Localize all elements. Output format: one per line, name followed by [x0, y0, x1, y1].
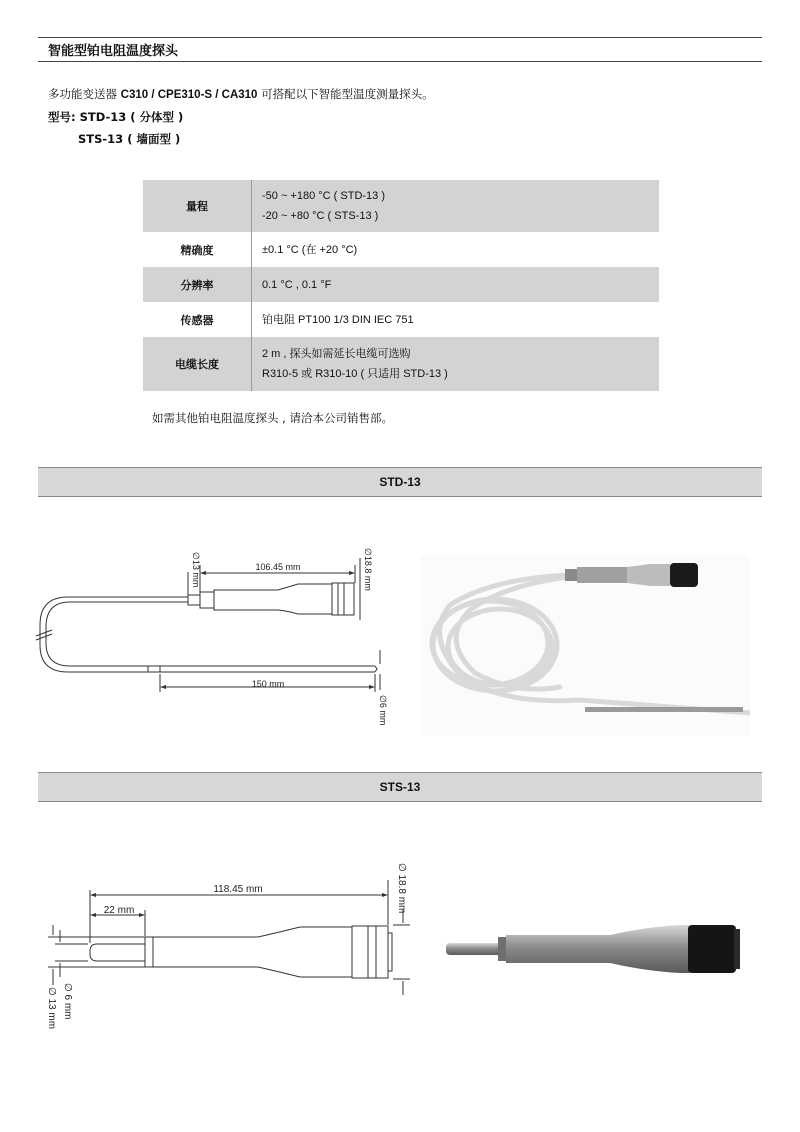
intro-suffix: 可搭配以下智能型温度测量探头。	[257, 87, 434, 101]
section-header-sts13: STS-13	[38, 772, 762, 802]
spec-line: -50 ~ +180 °C ( STD-13 )	[262, 190, 386, 202]
spec-line: 0.1 °C , 0.1 °F	[262, 278, 332, 291]
model-label: 型号: STD-13 ( 分体型 )	[48, 110, 184, 124]
spec-line: 2 m , 探头如需延长电缆可选购	[262, 348, 411, 360]
sts13-length-label: 118.45 mm	[213, 884, 263, 895]
spec-value	[252, 267, 660, 302]
page-title: 智能型铂电阻温度探头	[48, 44, 179, 59]
std13-dimension-drawing	[0, 540, 400, 740]
std13-d13-label: ∅13 mm	[191, 552, 201, 588]
std13-probe-length-label: 150 mm	[251, 679, 285, 689]
spec-line: ±0.1 °C (在 +20 °C)	[262, 243, 358, 256]
sts13-d6-label: ∅ 6 mm	[62, 983, 73, 1020]
model-second: STS-13 ( 墙面型 )	[78, 132, 181, 146]
spec-row-accuracy	[143, 232, 659, 267]
spec-row-range	[143, 180, 659, 232]
header-top-rule	[38, 37, 762, 38]
spec-key: 精确度	[143, 232, 252, 267]
sts13-d13-label: ∅ 13 mm	[46, 987, 57, 1030]
spec-row-cable	[143, 337, 659, 391]
spec-value	[252, 180, 660, 232]
sts13-product-photo	[440, 905, 750, 995]
std13-product-photo	[420, 555, 750, 735]
sts13-tip-length-label: 22 mm	[103, 905, 135, 916]
section-header-std13: STD-13	[38, 467, 762, 497]
intro-prefix: 多功能变送器	[48, 87, 121, 101]
intro-devices: C310 / CPE310-S / CA310	[120, 89, 258, 101]
sts13-dimension-drawing	[0, 855, 420, 1055]
header-bottom-rule	[38, 61, 762, 62]
spec-row-sensor	[143, 302, 659, 337]
spec-line: 铂电阻 PT100 1/3 DIN IEC 751	[262, 313, 414, 326]
sts13-d188-label: ∅ 18.8 mm	[396, 863, 407, 914]
spec-line: -20 ~ +80 °C ( STS-13 )	[262, 210, 379, 222]
spec-value	[252, 337, 660, 391]
spec-row-resolution	[143, 267, 659, 302]
spec-key: 分辨率	[143, 267, 252, 302]
spec-value	[252, 232, 660, 267]
intro-text	[48, 86, 434, 102]
spec-value	[252, 302, 660, 337]
contact-note: 如需其他铂电阻温度探头 , 请洽本公司销售部。	[152, 411, 393, 425]
spec-table	[143, 180, 659, 391]
std13-d188-label: ∅18.8 mm	[363, 548, 373, 591]
spec-key: 电缆长度	[143, 337, 252, 391]
spec-key: 量程	[143, 180, 252, 232]
std13-length-label: 106.45 mm	[255, 562, 301, 572]
spec-line: R310-5 或 R310-10 ( 只适用 STD-13 )	[262, 368, 448, 380]
std13-d6-label: ∅6 mm	[378, 695, 388, 726]
spec-key: 传感器	[143, 302, 252, 337]
